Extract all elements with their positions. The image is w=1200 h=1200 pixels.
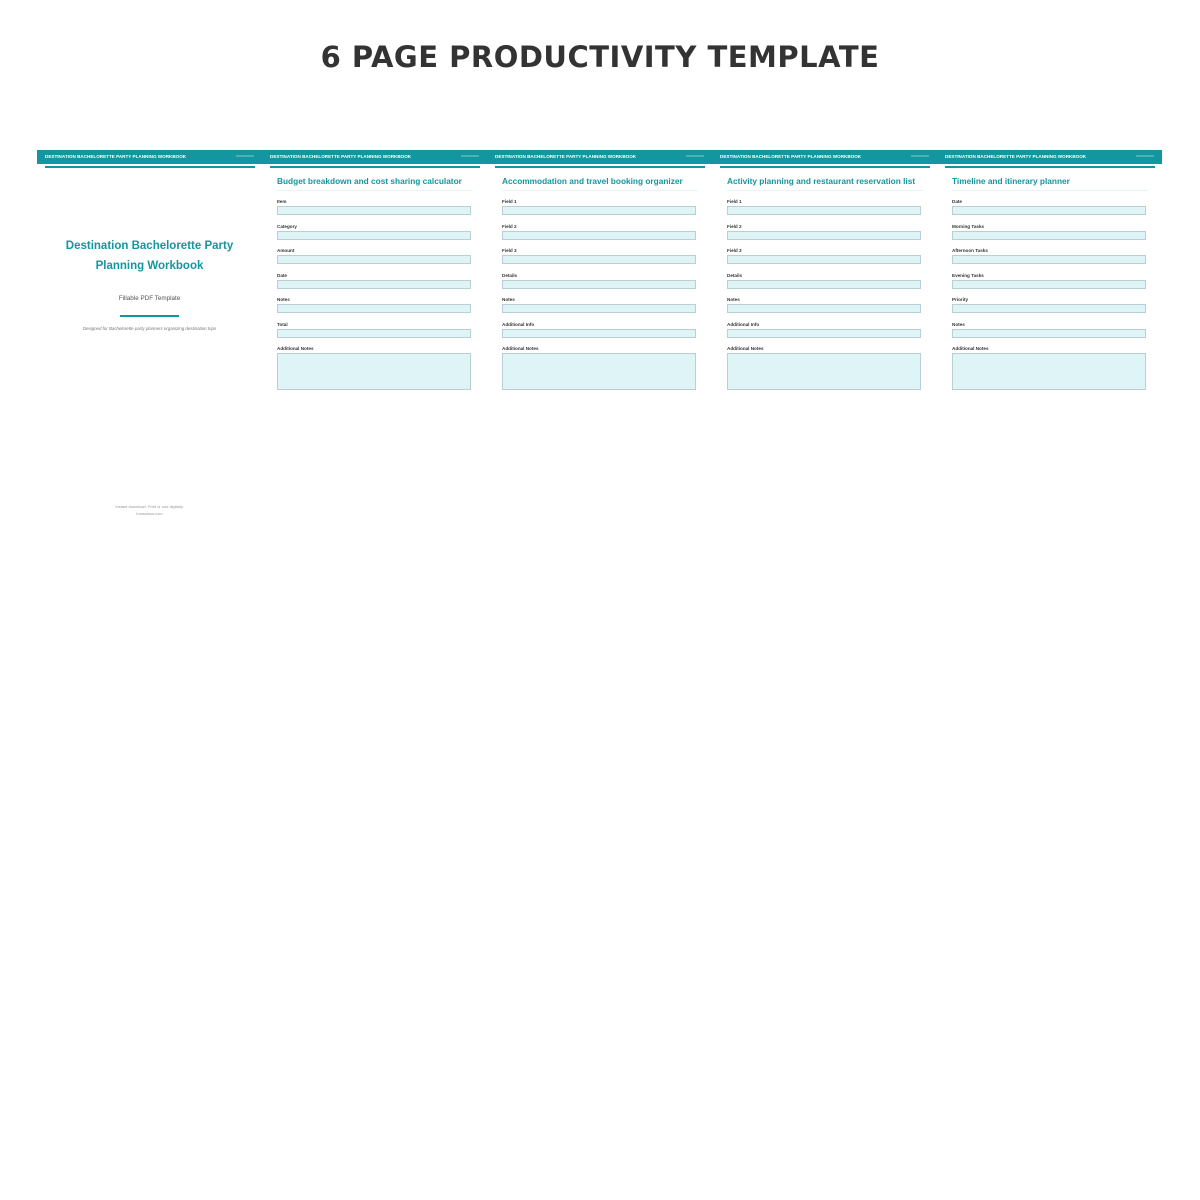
section-title: Accommodation and travel booking organizer	[502, 176, 683, 186]
field-label: Additional Notes	[952, 346, 989, 351]
field-label: Additional Info	[727, 322, 760, 327]
item-field[interactable]	[277, 206, 471, 215]
page-header	[937, 150, 1162, 164]
field-label: Notes	[277, 297, 290, 302]
header-page-marker	[1136, 155, 1154, 157]
page-title: 6 PAGE PRODUCTIVITY TEMPLATE	[320, 40, 880, 74]
details-field[interactable]	[502, 280, 696, 289]
field-label: Additional Notes	[277, 346, 314, 351]
header-page-marker	[461, 155, 479, 157]
page-header	[712, 150, 937, 164]
additional-notes-field[interactable]	[727, 353, 921, 390]
amount-field[interactable]	[277, 255, 471, 264]
activity-page	[712, 150, 937, 530]
field-label: Additional Info	[502, 322, 535, 327]
notes-field[interactable]	[727, 304, 921, 313]
field-label: Additional Notes	[502, 346, 539, 351]
field-label: Category	[277, 224, 297, 229]
header-text: DESTINATION BACHELORETTE PARTY PLANNING WORKBOOK	[45, 154, 187, 159]
date-field[interactable]	[277, 280, 471, 289]
cover-title-line2: Planning Workbook	[95, 260, 204, 272]
header-rule	[720, 166, 930, 168]
field-label: Field 2	[727, 224, 742, 229]
additional-info-field[interactable]	[502, 329, 696, 338]
field-label: Notes	[952, 322, 965, 327]
section-rule	[727, 190, 923, 191]
field-label: Field 3	[502, 248, 517, 253]
field-3-input[interactable]	[727, 255, 921, 264]
section-title: Activity planning and restaurant reservation list	[727, 176, 916, 186]
field-label: Total	[277, 322, 288, 327]
page-header	[487, 150, 712, 164]
field-label: Details	[502, 273, 518, 278]
field-label: Field 1	[502, 199, 517, 204]
field-label: Afternoon Tasks	[952, 248, 988, 253]
field-3-input[interactable]	[502, 255, 696, 264]
header-page-marker	[686, 155, 704, 157]
header-text: DESTINATION BACHELORETTE PARTY PLANNING WORKBOOK	[945, 154, 1087, 159]
field-label: Evening Tasks	[952, 273, 984, 278]
cover-subtitle: Fillable PDF Template	[118, 295, 181, 302]
total-field[interactable]	[277, 329, 471, 338]
field-label: Date	[952, 199, 962, 204]
field-label: Date	[277, 273, 287, 278]
afternoon-tasks-field[interactable]	[952, 255, 1146, 264]
field-2-input[interactable]	[727, 231, 921, 240]
field-label: Notes	[727, 297, 740, 302]
field-label: Morning Tasks	[952, 224, 985, 229]
notes-field[interactable]	[277, 304, 471, 313]
additional-info-field[interactable]	[727, 329, 921, 338]
field-label: Additional Notes	[727, 346, 764, 351]
accommodation-page	[487, 150, 712, 530]
header-page-marker	[236, 155, 254, 157]
evening-tasks-field[interactable]	[952, 280, 1146, 289]
header-text: DESTINATION BACHELORETTE PARTY PLANNING WORKBOOK	[495, 154, 637, 159]
field-2-input[interactable]	[502, 231, 696, 240]
field-label: Field 3	[727, 248, 742, 253]
page-header	[262, 150, 487, 164]
additional-notes-field[interactable]	[952, 353, 1146, 390]
date-field[interactable]	[952, 206, 1146, 215]
section-rule	[502, 190, 698, 191]
field-label: Details	[727, 273, 743, 278]
field-label: Field 2	[502, 224, 517, 229]
field-label: Priority	[952, 297, 969, 302]
cover-footer-line2: bossshow.com	[136, 511, 163, 516]
field-label: Amount	[277, 248, 295, 253]
budget-page	[262, 150, 487, 530]
field-label: Item	[277, 199, 287, 204]
header-text: DESTINATION BACHELORETTE PARTY PLANNING WORKBOOK	[720, 154, 862, 159]
page-header	[37, 150, 262, 164]
notes-field[interactable]	[502, 304, 696, 313]
header-page-marker	[911, 155, 929, 157]
header-rule	[495, 166, 705, 168]
cover-divider	[120, 315, 179, 317]
field-label: Notes	[502, 297, 515, 302]
header-rule	[45, 166, 255, 168]
field-label: Field 1	[727, 199, 742, 204]
timeline-page	[937, 150, 1162, 530]
section-title: Timeline and itinerary planner	[952, 176, 1070, 186]
section-rule	[277, 190, 473, 191]
additional-notes-field[interactable]	[277, 353, 471, 390]
morning-tasks-field[interactable]	[952, 231, 1146, 240]
section-rule	[952, 190, 1148, 191]
cover-title	[37, 236, 262, 276]
details-field[interactable]	[727, 280, 921, 289]
section-title: Budget breakdown and cost sharing calculator	[277, 176, 462, 186]
header-rule	[945, 166, 1155, 168]
additional-notes-field[interactable]	[502, 353, 696, 390]
header-rule	[270, 166, 480, 168]
cover-footer-line1: Instant download. Print or use digitally.	[115, 504, 184, 509]
template-pages-strip	[37, 150, 1163, 530]
notes-field[interactable]	[952, 329, 1146, 338]
priority-field[interactable]	[952, 304, 1146, 313]
category-field[interactable]	[277, 231, 471, 240]
field-1-input[interactable]	[502, 206, 696, 215]
cover-description: Designed for Bachelorette party planners organizing destination trips	[82, 326, 217, 331]
cover-page	[37, 150, 262, 530]
field-1-input[interactable]	[727, 206, 921, 215]
cover-title-line1: Destination Bachelorette Party	[65, 240, 234, 252]
header-text: DESTINATION BACHELORETTE PARTY PLANNING WORKBOOK	[270, 154, 412, 159]
